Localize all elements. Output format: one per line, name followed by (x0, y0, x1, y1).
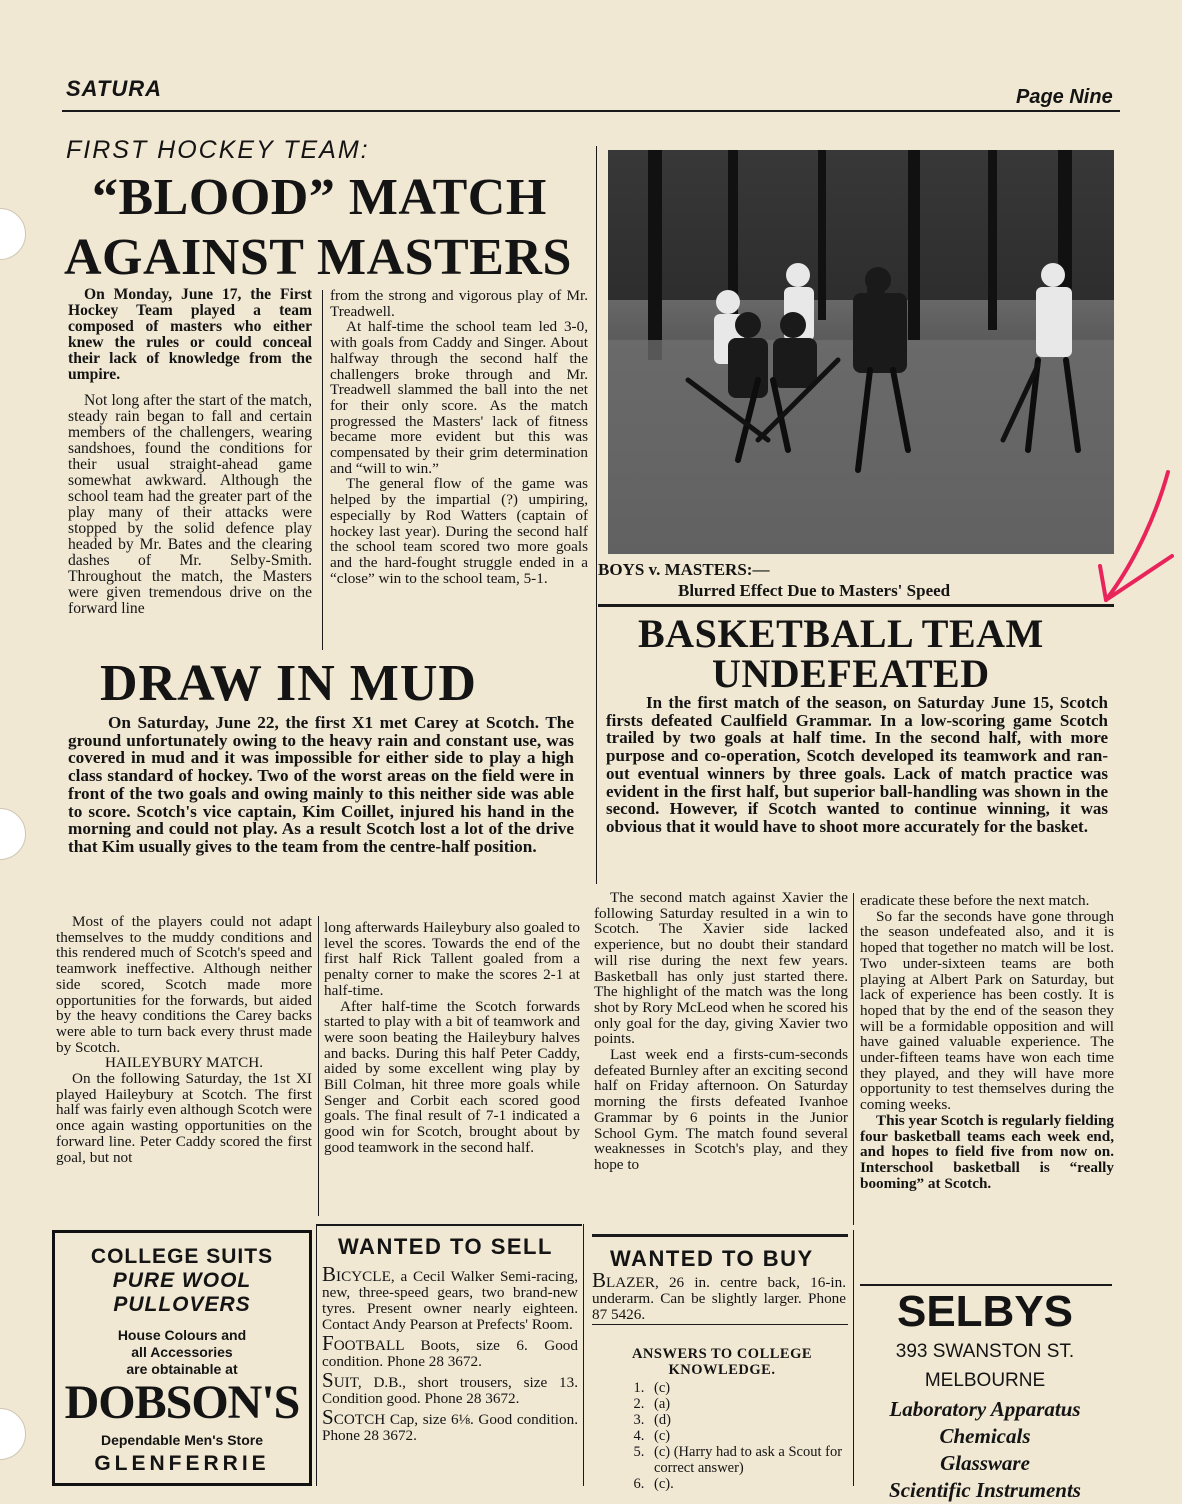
ad-line: MELBOURNE (924, 1370, 1046, 1391)
section-rule (592, 1234, 848, 1237)
basketball-paragraph: The second match against Xavier the following Saturday resulted in a win to Scotch. The Xavier side lacked experience, but no doubt their standard will rise during the next few years. Basketball has only just started there. The highlight of the match was the long shot by Rory McLeod when he scored his only goal for the day, giving Xavier two points. (594, 889, 848, 1048)
dobsons-brand: DOBSON'S (64, 1376, 300, 1429)
basketball-column-1 (594, 890, 848, 1173)
hockey-paragraph: from the strong and vigorous play of Mr. Treadwell. (330, 287, 588, 320)
mud-paragraph: After half-time the Scotch forwards started to play with a bit of teamwork and were soon beating the Haileybury halves and backs. During this half Peter Caddy, aided by some excellent wing play by Bill Colman, hit three more goals while Senger and Corbit each scored good goals. The final result of 7-1 indicated a good win for Scotch, brought about by good teamwork in the second half. (324, 997, 580, 1156)
column-rule (853, 893, 854, 1225)
ad-line: GLENFERRIE (94, 1452, 270, 1475)
masthead-rule (62, 110, 1120, 112)
answer-item: 1. (c) (648, 1380, 844, 1396)
basketball-headline-line2: UNDEFEATED (712, 651, 990, 696)
basketball-paragraph: So far the seconds have gone through the season undefeated also, and it is hoped that together no match will be lost. Two under-sixteen teams are both playing at Albert Park on Saturday, but lack of experience has been costly. It is hoped that by the end of the season they will be a formidable opposition and will have gained valuable experience. The under-fifteen teams have won each time they played, and they will have more opportunity to test themselves during the coming weeks. (860, 907, 1114, 1114)
answer-item: 4. (c) (648, 1428, 844, 1444)
wanted-to-buy-item: BLAZER, 26 in. centre back, 16-in. underarm. Can be slightly larger. Phone 87 5426. (592, 1268, 846, 1323)
ad-line: House Colours and (117, 1327, 247, 1343)
column-rule (596, 146, 597, 884)
answers-list (600, 1380, 844, 1492)
page-number: Page Nine (1016, 86, 1113, 108)
section-rule (598, 604, 1114, 607)
basketball-lead-block (606, 694, 1108, 836)
basketball-paragraph: eradicate these before the next match. (860, 892, 1090, 909)
mud-headline: DRAW IN MUD (100, 655, 477, 712)
ad-line: are obtainable at (126, 1361, 238, 1377)
hockey-paragraph: The general flow of the game was helped by the impartial (?) umpiring, especially by Rod Watters (captain of hockey last year). During the second half the school team scored two more goals and the hard-fought struggle ended in a “close” win to the school team, 5-1. (330, 475, 588, 587)
basketball-paragraph: This year Scotch is regularly fielding four basketball teams each week end, and hopes to field five from now on. Interschool basketball is “really booming” at Scotch. (860, 1111, 1114, 1192)
hockey-column-2 (330, 288, 588, 586)
hockey-paragraph: At half-time the school team led 3-0, with goals from Caddy and Singer. About halfway through the second half the challengers broke through and Mr. Treadwell slammed the ball into the net for their only score. As the match progressed the Masters' lack of fitness became more evident but this was compensated by their grim determination and “will to win.” (330, 318, 588, 477)
basketball-column-2 (860, 893, 1114, 1191)
ad-line: PURE WOOL (112, 1269, 252, 1292)
classified-item: SUIT, D.B., short trousers, size 13. Condition good. Phone 28 3672. (322, 1368, 578, 1407)
dobsons-advertisement (52, 1230, 312, 1486)
selbys-brand: SELBYS (896, 1287, 1074, 1336)
classified-item: BICYCLE, a Cecil Walker Semi-racing, new, three-speed gears, two brand-new tyres. Present owner nearly eighteen. Contact Andy Pearson at Prefects' Room. (322, 1262, 578, 1333)
hockey-headline-line1: “BLOOD” MATCH (92, 169, 547, 226)
photo-illustration (608, 150, 1114, 554)
mud-paragraph: long afterwards Haileybury also goaled to level the scores. Towards the end of the first half Rick Tallent goaled from a penalty corner to make the scores 2-1 at half-time. (324, 919, 580, 999)
annotation-arrow-icon (1088, 468, 1178, 612)
column-rule (318, 916, 319, 1216)
answer-item: 5. (c) (Harry had to ask a Scout for correct answer) (648, 1444, 844, 1476)
hockey-headline-line2: AGAINST MASTERS (64, 229, 572, 286)
hockey-kicker: FIRST HOCKEY TEAM: (66, 136, 370, 164)
ad-line: 393 SWANSTON ST. (895, 1341, 1075, 1362)
classified-item: FOOTBALL Boots, size 6. Good condition. Phone 28 3672. (322, 1331, 578, 1370)
basketball-lead: In the first match of the season, on Saturday June 15, Scotch firsts defeated Caulfield Grammar. In a low-scoring game Scotch trailed by two goals at half time. In the second half, with more purpose and co-operation, Scotch developed its teamwork and ran-out eventual winners by three goals. Lack of match practice was evident in the first half, but superior ball-handling was shown in the second. However, if Scotch wanted to continue winning, it was obvious that it would have to shoot more accurately for the basket. (606, 693, 1108, 836)
ad-line: Scientific Instruments (889, 1478, 1081, 1502)
photo-caption-title: BOYS v. MASTERS:— (598, 560, 770, 579)
answer-item: 3. (d) (648, 1412, 844, 1428)
hockey-paragraph: Not long after the start of the match, steady rain began to fall and certain members of the challengers, wearing sandshoes, found the conditions for their usual straight-ahead game somewhat awkward. Although the school team had the greater part of the play many of their attacks were stopped by the solid defence play headed by Mr. Bates and the clearing dashes of Mr. Selby-Smith. Throughout the match, the Masters were given tremendous drive on the forward line (68, 392, 312, 617)
hockey-lead: On Monday, June 17, the First Hockey Team played a team composed of masters who either knew the rules or could conceal their lack of knowledge from the umpire. (68, 286, 312, 383)
punch-hole (0, 208, 26, 260)
column-rule (316, 1224, 317, 1486)
basketball-headline-line1: BASKETBALL TEAM (638, 611, 1044, 656)
section-rule (316, 1224, 582, 1226)
basketball-paragraph: Last week end a firsts-cum-seconds defeated Burnley after an exciting second half on Friday afternoon. On Saturday morning the firsts defeated Ivanhoe Grammar by 6 points in the Junior School Gym. The match found several weaknesses in Scotch's play, and they hope to (594, 1046, 848, 1173)
wanted-to-buy-title: WANTED TO BUY (610, 1246, 814, 1271)
column-rule (583, 1224, 584, 1486)
photo-caption-subtitle: Blurred Effect Due to Masters' Speed (678, 581, 951, 600)
hockey-photo (608, 150, 1114, 554)
haileybury-subhead: HAILEYBURY MATCH. (104, 1054, 264, 1072)
column-rule (853, 1230, 854, 1486)
punch-hole (0, 1408, 26, 1460)
selbys-advertisement (856, 1287, 1114, 1504)
section-rule (860, 1284, 1112, 1286)
mud-lead-block (68, 714, 574, 856)
wanted-to-sell-list (322, 1262, 578, 1446)
answers-section (600, 1346, 844, 1492)
mud-column-1 (56, 914, 312, 1165)
answer-item: 2. (a) (648, 1396, 844, 1412)
mud-column-2 (324, 920, 580, 1156)
hockey-column-1 (68, 287, 312, 617)
answer-item: 6. (c). (648, 1476, 844, 1492)
ad-line: Laboratory Apparatus (889, 1397, 1081, 1421)
ad-line: Dependable Men's Store (100, 1432, 264, 1448)
mud-paragraph: On the following Saturday, the 1st XI played Haileybury at Scotch. The first half was fairly even although Scotch were once again wasting opportunities on the forward line. Peter Caddy scored the first goal, but not (56, 1070, 312, 1166)
wanted-to-sell-title: WANTED TO SELL (338, 1234, 553, 1259)
ad-line: Glassware (940, 1451, 1030, 1475)
answers-title: ANSWERS TO COLLEGE (631, 1346, 813, 1362)
mud-paragraph: Most of the players could not adapt themselves to the muddy conditions and this rendered much of Scotch's speed and teamwork ineffective. Although neither side scored, Scotch made more opportunities for the forwards, but aided by the heavy conditions the Carey backs were able to turn back every thrust made by Scotch. (56, 913, 312, 1056)
punch-hole (0, 808, 26, 860)
mud-lead: On Saturday, June 22, the first X1 met Carey at Scotch. The ground unfortunately owing to the heavy rain and constant use, was covered in mud and it was impossible for either side to play a high class standard of hockey. Two of the worst areas on the field were in front of the two goals and owing mainly to this neither side was able to score. Scotch's vice captain, Kim Coillet, injured his hand in the morning and could not play. As a result Scotch lost a lot of the drive that Kim usually gives to the team from the centre-half position. (68, 713, 574, 856)
answers-title: KNOWLEDGE. (668, 1362, 776, 1378)
ad-line: COLLEGE SUITS (90, 1245, 274, 1268)
ad-line: PULLOVERS (113, 1293, 251, 1316)
column-rule (322, 290, 323, 650)
ad-line: Chemicals (939, 1424, 1031, 1448)
classified-item: SCOTCH Cap, size 6⅛. Good condition. Phone 28 3672. (322, 1405, 578, 1444)
ad-line: all Accessories (131, 1344, 233, 1360)
publication-name: SATURA (66, 76, 163, 101)
